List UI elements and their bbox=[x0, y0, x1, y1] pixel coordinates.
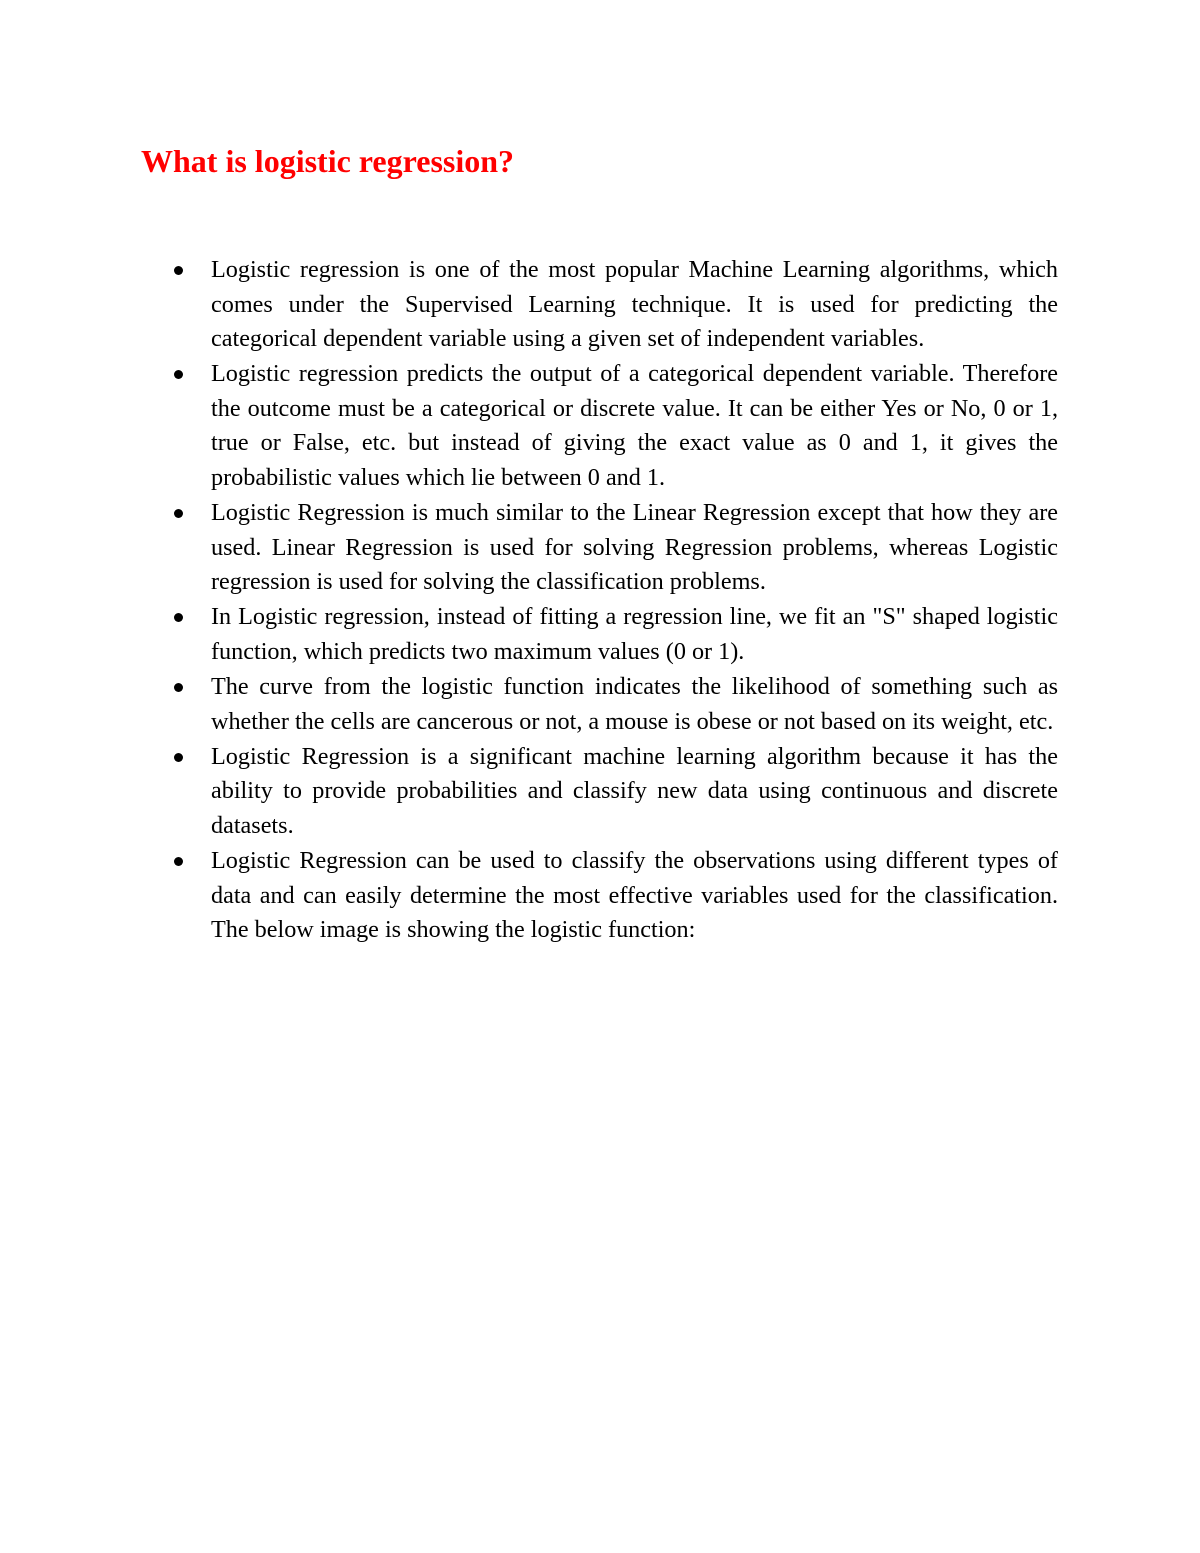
list-item-text: Logistic Regression is a significant machine learning algorithm because it has the ability to provide probabilities and classify new data using continuous and discrete datasets. bbox=[211, 742, 1058, 839]
list-item-text: Logistic regression predicts the output of a categorical dependent variable. Therefore the outcome must be a categorical or discrete value. It can be either Yes or No, 0 or 1, true or False, etc. but instead of giving the exact value as 0 and 1, it gives the probabilistic values which lie between 0 and 1. bbox=[211, 360, 1058, 492]
list-item bbox=[172, 600, 1058, 669]
list-item bbox=[172, 670, 1058, 739]
bullet-icon bbox=[174, 509, 183, 518]
list-item-text: Logistic Regression is much similar to the Linear Regression except that how they are used. Linear Regression is used for solving Regression problems, whereas Logistic regression is used for solving the classification problems. bbox=[211, 499, 1058, 596]
list-item-text: Logistic Regression can be used to classify the observations using different types of data and can easily determine the most effective variables used for the classification. The below image is showing the logistic function: bbox=[211, 847, 1058, 944]
list-item bbox=[172, 357, 1058, 495]
list-item bbox=[172, 496, 1058, 600]
list-item bbox=[172, 844, 1058, 948]
list-item-text: The curve from the logistic function indicates the likelihood of something such as whether the cells are cancerous or not, a mouse is obese or not based on its weight, etc. bbox=[211, 673, 1058, 735]
bullet-list bbox=[172, 253, 1058, 948]
list-item-text: Logistic regression is one of the most popular Machine Learning algorithms, which comes under the Supervised Learning technique. It is used for predicting the categorical dependent variable using a given set of independent variables. bbox=[211, 256, 1058, 353]
page-title: What is logistic regression? bbox=[141, 143, 515, 179]
bullet-icon bbox=[174, 683, 183, 692]
list-item bbox=[172, 740, 1058, 844]
list-item bbox=[172, 253, 1058, 357]
bullet-icon bbox=[174, 370, 183, 379]
bullet-icon bbox=[174, 266, 183, 275]
bullet-icon bbox=[174, 753, 183, 762]
list-item-text: In Logistic regression, instead of fitting a regression line, we fit an "S" shaped logistic function, which predicts two maximum values (0 or 1). bbox=[211, 603, 1058, 666]
bullet-icon bbox=[174, 613, 183, 622]
bullet-icon bbox=[174, 857, 183, 866]
